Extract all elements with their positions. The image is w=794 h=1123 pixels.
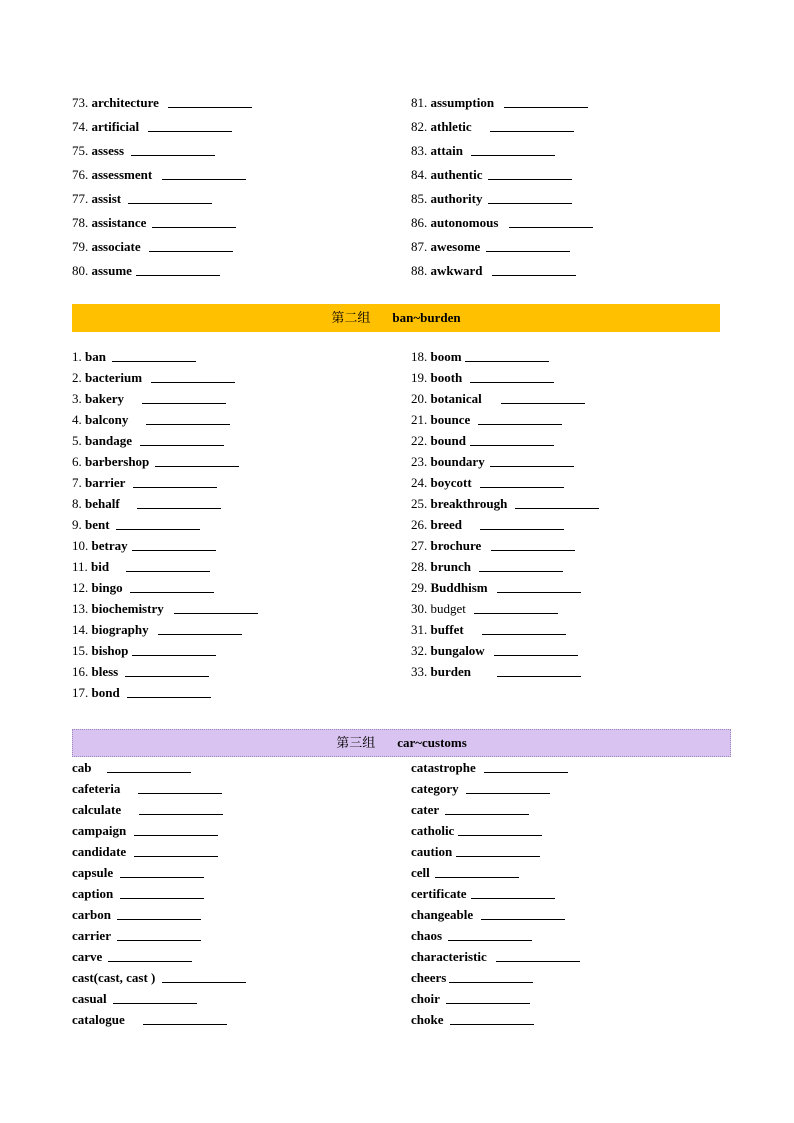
list-item: caption bbox=[72, 883, 392, 904]
answer-blank[interactable] bbox=[132, 655, 216, 656]
group2-range: ban~burden bbox=[392, 310, 461, 325]
answer-blank[interactable] bbox=[128, 203, 212, 204]
answer-blank[interactable] bbox=[449, 982, 533, 983]
answer-blank[interactable] bbox=[484, 772, 568, 773]
list-item: 31. buffet bbox=[411, 619, 731, 640]
list-item: capsule bbox=[72, 862, 392, 883]
list-item: 7. barrier bbox=[72, 472, 392, 493]
answer-blank[interactable] bbox=[435, 877, 519, 878]
list-item: catastrophe bbox=[411, 757, 731, 778]
list-item: 11. bid bbox=[72, 556, 392, 577]
answer-blank[interactable] bbox=[480, 529, 564, 530]
answer-blank[interactable] bbox=[112, 361, 196, 362]
answer-blank[interactable] bbox=[509, 227, 593, 228]
answer-blank[interactable] bbox=[152, 227, 236, 228]
list-item: 20. botanical bbox=[411, 388, 731, 409]
answer-blank[interactable] bbox=[137, 508, 221, 509]
list-item: 25. breakthrough bbox=[411, 493, 731, 514]
answer-blank[interactable] bbox=[474, 613, 558, 614]
group3-right-column bbox=[411, 757, 731, 1030]
list-item: characteristic bbox=[411, 946, 731, 967]
list-item: 26. breed bbox=[411, 514, 731, 535]
answer-blank[interactable] bbox=[131, 155, 215, 156]
list-item: 21. bounce bbox=[411, 409, 731, 430]
list-item: 19. booth bbox=[411, 367, 731, 388]
list-item: calculate bbox=[72, 799, 392, 820]
answer-blank[interactable] bbox=[136, 275, 220, 276]
answer-blank[interactable] bbox=[127, 697, 211, 698]
answer-blank[interactable] bbox=[138, 793, 222, 794]
list-item: 15. bishop bbox=[72, 640, 392, 661]
list-item: carbon bbox=[72, 904, 392, 925]
answer-blank[interactable] bbox=[139, 814, 223, 815]
answer-blank[interactable] bbox=[140, 445, 224, 446]
answer-blank[interactable] bbox=[490, 466, 574, 467]
answer-blank[interactable] bbox=[497, 676, 581, 677]
list-item: 5. bandage bbox=[72, 430, 392, 451]
answer-blank[interactable] bbox=[132, 550, 216, 551]
list-item: 24. boycott bbox=[411, 472, 731, 493]
list-item: cab bbox=[72, 757, 392, 778]
list-item: 85. authority bbox=[411, 188, 731, 212]
answer-blank[interactable] bbox=[120, 898, 204, 899]
list-item: 76. assessment bbox=[72, 164, 392, 188]
list-item: 30. budget bbox=[411, 598, 731, 619]
list-item: category bbox=[411, 778, 731, 799]
list-item: 82. athletic bbox=[411, 116, 731, 140]
list-item: 86. autonomous bbox=[411, 212, 731, 236]
list-item: 32. bungalow bbox=[411, 640, 731, 661]
answer-blank[interactable] bbox=[450, 1024, 534, 1025]
list-item: 80. assume bbox=[72, 260, 392, 284]
answer-blank[interactable] bbox=[134, 856, 218, 857]
answer-blank[interactable] bbox=[143, 1024, 227, 1025]
list-item: cafeteria bbox=[72, 778, 392, 799]
group1-left-column bbox=[72, 92, 392, 284]
list-item: 14. biography bbox=[72, 619, 392, 640]
answer-blank[interactable] bbox=[149, 251, 233, 252]
group3-banner bbox=[72, 729, 731, 757]
answer-blank[interactable] bbox=[126, 571, 210, 572]
list-item: changeable bbox=[411, 904, 731, 925]
list-item: 78. assistance bbox=[72, 212, 392, 236]
list-item: 29. Buddhism bbox=[411, 577, 731, 598]
list-item: 88. awkward bbox=[411, 260, 731, 284]
list-item: 22. bound bbox=[411, 430, 731, 451]
answer-blank[interactable] bbox=[490, 131, 574, 132]
list-item: carrier bbox=[72, 925, 392, 946]
answer-blank[interactable] bbox=[494, 655, 578, 656]
list-item: 73. architecture bbox=[72, 92, 392, 116]
list-item: catalogue bbox=[72, 1009, 392, 1030]
answer-blank[interactable] bbox=[125, 676, 209, 677]
answer-blank[interactable] bbox=[142, 403, 226, 404]
group2-right-column bbox=[411, 346, 731, 682]
list-item: chaos bbox=[411, 925, 731, 946]
answer-blank[interactable] bbox=[133, 487, 217, 488]
list-item: 10. betray bbox=[72, 535, 392, 556]
answer-blank[interactable] bbox=[113, 1003, 197, 1004]
list-item: catholic bbox=[411, 820, 731, 841]
answer-blank[interactable] bbox=[117, 919, 201, 920]
list-item: 74. artificial bbox=[72, 116, 392, 140]
group2-banner bbox=[72, 304, 720, 332]
answer-blank[interactable] bbox=[158, 634, 242, 635]
list-item: certificate bbox=[411, 883, 731, 904]
answer-blank[interactable] bbox=[130, 592, 214, 593]
list-item: 23. boundary bbox=[411, 451, 731, 472]
list-item: cheers bbox=[411, 967, 731, 988]
list-item: carve bbox=[72, 946, 392, 967]
answer-blank[interactable] bbox=[479, 571, 563, 572]
answer-blank[interactable] bbox=[134, 835, 218, 836]
answer-blank[interactable] bbox=[470, 445, 554, 446]
list-item: 84. authentic bbox=[411, 164, 731, 188]
answer-blank[interactable] bbox=[488, 203, 572, 204]
answer-blank[interactable] bbox=[456, 856, 540, 857]
answer-blank[interactable] bbox=[471, 898, 555, 899]
answer-blank[interactable] bbox=[488, 179, 572, 180]
list-item: 75. assess bbox=[72, 140, 392, 164]
answer-blank[interactable] bbox=[491, 550, 575, 551]
list-item: 9. bent bbox=[72, 514, 392, 535]
list-item: 6. barbershop bbox=[72, 451, 392, 472]
group2-left-column bbox=[72, 346, 392, 703]
answer-blank[interactable] bbox=[466, 793, 550, 794]
list-item: candidate bbox=[72, 841, 392, 862]
answer-blank[interactable] bbox=[446, 1003, 530, 1004]
answer-blank[interactable] bbox=[497, 592, 581, 593]
answer-blank[interactable] bbox=[155, 466, 239, 467]
answer-blank[interactable] bbox=[448, 940, 532, 941]
group3-left-column bbox=[72, 757, 392, 1030]
list-item: 4. balcony bbox=[72, 409, 392, 430]
answer-blank[interactable] bbox=[107, 772, 191, 773]
answer-blank[interactable] bbox=[492, 275, 576, 276]
answer-blank[interactable] bbox=[174, 613, 258, 614]
list-item: 81. assumption bbox=[411, 92, 731, 116]
list-item: 79. associate bbox=[72, 236, 392, 260]
answer-blank[interactable] bbox=[470, 382, 554, 383]
answer-blank[interactable] bbox=[486, 251, 570, 252]
answer-blank[interactable] bbox=[148, 131, 232, 132]
list-item: 17. bond bbox=[72, 682, 392, 703]
group1-right-column bbox=[411, 92, 731, 284]
answer-blank[interactable] bbox=[108, 961, 192, 962]
answer-blank[interactable] bbox=[445, 814, 529, 815]
list-item: campaign bbox=[72, 820, 392, 841]
list-item: cater bbox=[411, 799, 731, 820]
list-item: 83. attain bbox=[411, 140, 731, 164]
list-item: choir bbox=[411, 988, 731, 1009]
list-item: 3. bakery bbox=[72, 388, 392, 409]
answer-blank[interactable] bbox=[480, 487, 564, 488]
list-item: caution bbox=[411, 841, 731, 862]
answer-blank[interactable] bbox=[162, 179, 246, 180]
answer-blank[interactable] bbox=[168, 107, 252, 108]
list-item: 12. bingo bbox=[72, 577, 392, 598]
list-item: 77. assist bbox=[72, 188, 392, 212]
group3-range: car~customs bbox=[397, 735, 467, 750]
answer-blank[interactable] bbox=[146, 424, 230, 425]
list-item: choke bbox=[411, 1009, 731, 1030]
answer-blank[interactable] bbox=[496, 961, 580, 962]
group2-label: 第二组 bbox=[331, 310, 371, 325]
answer-blank[interactable] bbox=[458, 835, 542, 836]
list-item: 87. awesome bbox=[411, 236, 731, 260]
group3-label: 第三组 bbox=[336, 735, 376, 750]
answer-blank[interactable] bbox=[478, 424, 562, 425]
answer-blank[interactable] bbox=[481, 919, 565, 920]
answer-blank[interactable] bbox=[515, 508, 599, 509]
list-item: cell bbox=[411, 862, 731, 883]
list-item: cast(cast, cast ) bbox=[72, 967, 392, 988]
answer-blank[interactable] bbox=[151, 382, 235, 383]
answer-blank[interactable] bbox=[117, 940, 201, 941]
answer-blank[interactable] bbox=[471, 155, 555, 156]
answer-blank[interactable] bbox=[501, 403, 585, 404]
answer-blank[interactable] bbox=[465, 361, 549, 362]
answer-blank[interactable] bbox=[116, 529, 200, 530]
answer-blank[interactable] bbox=[504, 107, 588, 108]
answer-blank[interactable] bbox=[482, 634, 566, 635]
list-item: 13. biochemistry bbox=[72, 598, 392, 619]
answer-blank[interactable] bbox=[162, 982, 246, 983]
list-item: 1. ban bbox=[72, 346, 392, 367]
list-item: casual bbox=[72, 988, 392, 1009]
list-item: 27. brochure bbox=[411, 535, 731, 556]
list-item: 8. behalf bbox=[72, 493, 392, 514]
list-item: 16. bless bbox=[72, 661, 392, 682]
answer-blank[interactable] bbox=[120, 877, 204, 878]
list-item: 28. brunch bbox=[411, 556, 731, 577]
list-item: 2. bacterium bbox=[72, 367, 392, 388]
list-item: 33. burden bbox=[411, 661, 731, 682]
list-item: 18. boom bbox=[411, 346, 731, 367]
